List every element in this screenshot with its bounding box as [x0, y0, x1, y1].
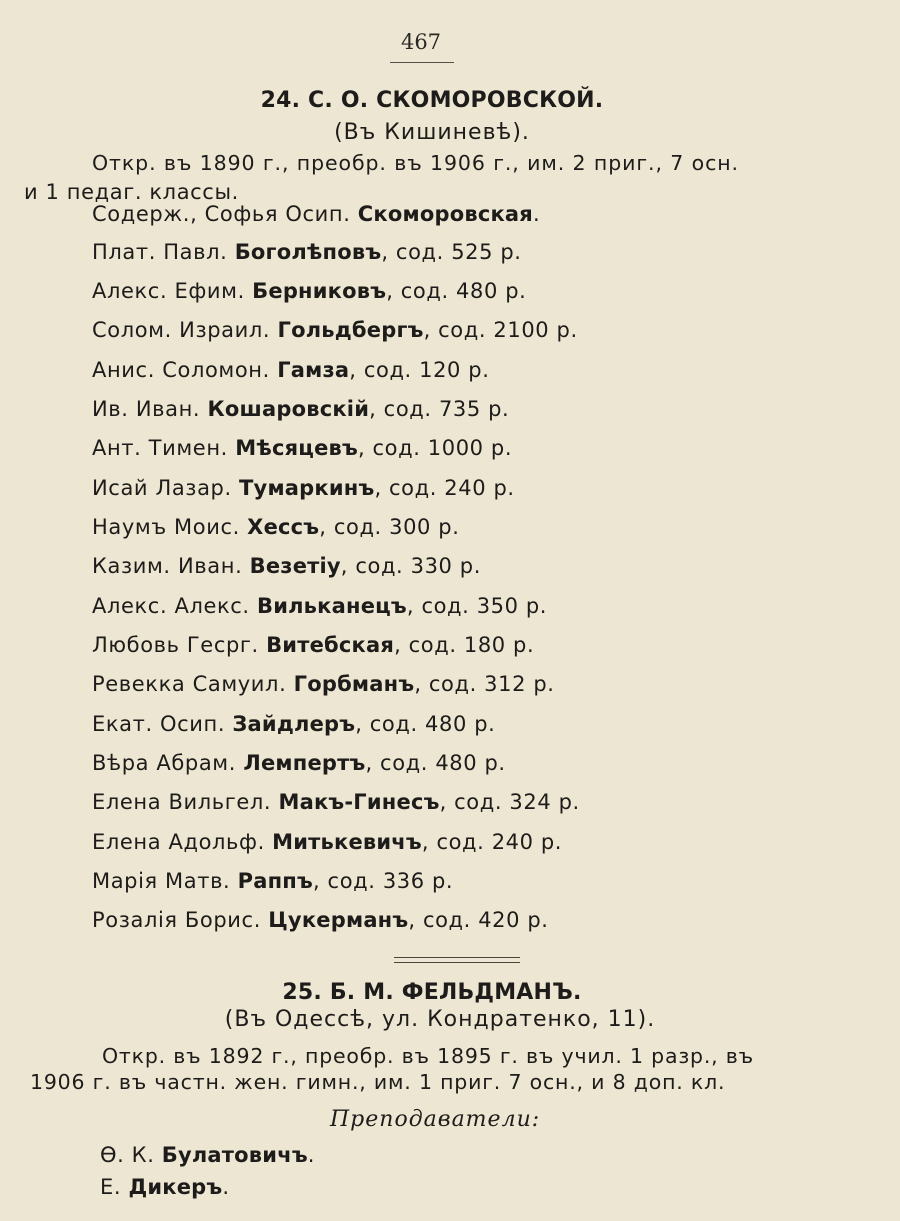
staff-given: Екат. Осип.: [92, 712, 226, 736]
section-24-title: 24. С. О. СКОМОРОВСКОЙ.: [260, 88, 604, 113]
staff-surname: Тумаркинъ: [239, 476, 375, 500]
section-24-head: [92, 202, 540, 226]
section-24-info-line2: и 1 педаг. классы.: [24, 180, 239, 204]
staff-row: [92, 869, 453, 893]
staff-given: Елена Адольф.: [92, 830, 265, 854]
page-number-rule: [390, 62, 454, 63]
staff-surname: Кошаровскій: [207, 397, 370, 421]
staff-surname: Боголѣповъ: [234, 240, 382, 264]
staff-row: [92, 279, 526, 303]
staff-pay: , сод. 330 р.: [340, 554, 481, 578]
staff-given: Марія Матв.: [92, 869, 231, 893]
staff-pay: , сод. 2100 р.: [423, 318, 578, 342]
teacher-row: [100, 1143, 315, 1167]
staff-row: [92, 790, 580, 814]
section-24-info-line1: Откр. въ 1890 г., преобр. въ 1906 г., им. 2 приг., 7 осн.: [92, 151, 739, 175]
staff-given: Солом. Израил.: [92, 318, 271, 342]
staff-given: Алекс. Алекс.: [92, 594, 250, 618]
staff-given: Ант. Тимен.: [92, 436, 228, 460]
staff-given: Казим. Иван.: [92, 554, 243, 578]
staff-row: [92, 672, 555, 696]
staff-surname: Зайдлеръ: [232, 712, 356, 736]
staff-row: [92, 240, 522, 264]
staff-row: [92, 318, 578, 342]
staff-surname: Раппъ: [237, 869, 313, 893]
staff-surname: Макъ-Гинесъ: [278, 790, 440, 814]
staff-surname: Цукерманъ: [268, 908, 409, 932]
staff-row: [92, 397, 509, 421]
staff-surname: Митькевичъ: [272, 830, 422, 854]
teacher-surname: Булатовичъ: [161, 1143, 308, 1167]
staff-surname: Хессъ: [247, 515, 320, 539]
staff-row: [92, 633, 534, 657]
staff-row: [92, 436, 512, 460]
staff-row: [92, 594, 547, 618]
staff-surname: Везетіу: [249, 554, 341, 578]
staff-row: [92, 712, 495, 736]
staff-given: Вѣра Абрам.: [92, 751, 237, 775]
staff-pay: , сод. 525 р.: [381, 240, 522, 264]
staff-given: Наумъ Моис.: [92, 515, 240, 539]
head-given: Содерж., Софья Осип.: [92, 202, 351, 226]
teacher-suffix: .: [307, 1143, 316, 1167]
staff-surname: Гамза: [277, 358, 350, 382]
staff-row: [92, 554, 481, 578]
staff-pay: , сод. 180 р.: [394, 633, 535, 657]
staff-pay: , сод. 350 р.: [406, 594, 548, 618]
staff-row: [92, 358, 489, 382]
staff-given: Исай Лазар.: [92, 476, 232, 500]
staff-surname: Горбманъ: [293, 672, 415, 696]
staff-pay: , сод. 312 р.: [414, 672, 555, 696]
staff-surname: Лемпертъ: [243, 751, 366, 775]
staff-surname: Гольдбергъ: [277, 318, 424, 342]
staff-surname: Берниковъ: [252, 279, 387, 303]
staff-pay: , сод. 336 р.: [313, 869, 454, 893]
staff-pay: , сод. 480 р.: [355, 712, 496, 736]
staff-given: Анис. Соломон.: [92, 358, 270, 382]
teacher-suffix: .: [222, 1175, 230, 1199]
section-25-info-line2: 1906 г. въ частн. жен. гимн., им. 1 приг. 7 осн., и 8 доп. кл.: [30, 1070, 726, 1094]
staff-pay: , сод. 300 р.: [319, 515, 460, 539]
section-25-location: (Въ Одессѣ, ул. Кондратенко, 11).: [224, 1007, 656, 1032]
section-divider: [394, 957, 520, 963]
staff-given: Плат. Павл.: [92, 240, 228, 264]
staff-pay: , сод. 240 р.: [421, 830, 563, 854]
staff-given: Розалія Борис.: [92, 908, 261, 932]
staff-pay: , сод. 480 р.: [386, 279, 527, 303]
staff-given: Любовь Гесрг.: [92, 633, 259, 657]
staff-pay: , сод. 240 р.: [374, 476, 515, 500]
staff-given: Елена Вильгел.: [92, 790, 272, 814]
staff-given: Ревекка Самуил.: [92, 672, 287, 696]
staff-row: [92, 830, 562, 854]
staff-pay: , сод. 324 р.: [439, 790, 580, 814]
head-surname: Скоморовская: [357, 202, 533, 226]
staff-given: Алекс. Ефим.: [92, 279, 245, 303]
teacher-row: [100, 1175, 230, 1199]
staff-surname: Мѣсяцевъ: [235, 436, 358, 460]
section-25-info-line1: Откр. въ 1892 г., преобр. въ 1895 г. въ учил. 1 разр., въ: [102, 1044, 754, 1068]
staff-surname: Вильканецъ: [256, 594, 407, 618]
staff-row: [92, 515, 459, 539]
staff-pay: , сод. 420 р.: [408, 908, 549, 932]
staff-pay: , сод. 480 р.: [365, 751, 506, 775]
staff-row: [92, 908, 549, 932]
teacher-given: Ѳ. К.: [100, 1143, 155, 1167]
staff-row: [92, 476, 515, 500]
staff-surname: Витебская: [266, 633, 395, 657]
teacher-surname: Дикеръ: [128, 1175, 223, 1199]
staff-given: Ив. Иван.: [92, 397, 201, 421]
staff-row: [92, 751, 506, 775]
teachers-heading: Преподаватели:: [330, 1107, 541, 1132]
section-24-location: (Въ Кишиневѣ).: [334, 120, 530, 145]
staff-pay: , сод. 120 р.: [349, 358, 490, 382]
staff-pay: , сод. 735 р.: [369, 397, 510, 421]
page-number: 467: [400, 30, 442, 54]
head-suffix: .: [533, 202, 541, 226]
teacher-given: Е.: [100, 1175, 122, 1199]
staff-pay: , сод. 1000 р.: [357, 436, 513, 460]
section-25-title: 25. Б. М. ФЕЛЬДМАНЪ.: [282, 980, 582, 1005]
